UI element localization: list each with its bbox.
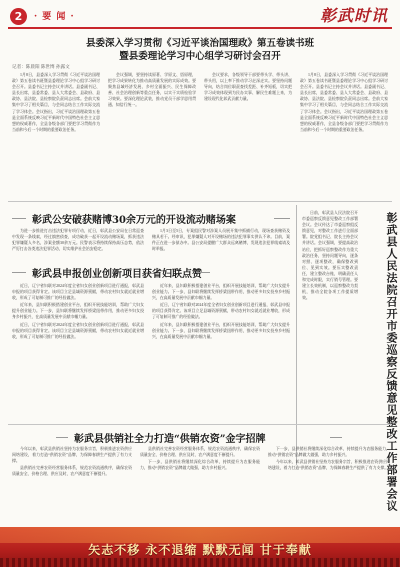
page-number: 2 <box>10 8 27 25</box>
section-divider <box>8 201 392 202</box>
cooperative-column-1: 今年以来，彰武县供销社坚持为农服务宗旨，积极推进农资供应网络建设，着力打造“供销农资”品牌，为保障春耕生产提供了有力支撑。 县供销社完善农资经营服务体系，规范农资流通秩序，确保农资质量安全、价格合理、供应及时，农户满意度不断提升。 <box>12 447 132 477</box>
court-column: 日前，彰武县人民法院召开市委巡察反馈意见整改工作部署会议。会议传达了市委巡察组反馈意见，对整改工作进行全面部署。院党组书记、院长主持会议并讲话。会议强调，要提高政治站位，把抓好巡察整改作为重大政治任务，坚持问题导向，逐条对照、逐项整改，确保整改到位、见到实效。要压实整改责任，建立整改台账，明确责任人和完成时限，实行销号管理。要建立长效机制，以巡察整改为契机，推动全院各项工作提质增效。 <box>302 211 358 301</box>
lead-byline: 记者：陈晨阳 陈世博 孙露文 <box>12 64 70 69</box>
sidebar-divider <box>296 205 297 465</box>
slogan-banner <box>0 527 400 567</box>
section-name: · 要 闻 · <box>34 12 75 22</box>
section-divider <box>8 424 392 425</box>
gambling-column-2: 1月3日至5日，专案组民警对涉案人员展开集中抓捕行动，现场查获赌资及赌具若干。经审讯，犯罪嫌疑人对开设赌场的违法犯罪事实供认不讳。目前，案件正在进一步侦办中。县公安局提醒广大群众远离赌博，发现违法犯罪线索请及时举报。 <box>152 229 290 252</box>
lead-column-3: 会议要求，各级领导干部要带头学、带头讲、带头用，以上率下推动学习走深走实。要坚持问题导向，结合岗位职责查找差距、补齐短板，切实把学习成效体现到为民办实事、解民生难题上来，为建设现代化彰武贡献力量。 <box>204 73 292 102</box>
cooperative-column-3: 下一步，县供销社将继续深化综合改革，持续提升为农服务能力，推动“供销农资”品牌做大做强，助力乡村振兴。 今年以来，彰武县供销社坚持为农服务宗旨，积极推进农资供应网络建设，着力打造“供销农资”品牌，为保障春耕生产提供了有力支撑。 <box>268 447 390 471</box>
women-column-1: 近日，辽宁省妇联对2024年度全省妇女创业创新项目进行通报，彰武县申报的项目获得肯定。该项目立足县域资源禀赋，带动农村妇女就近就业增收，形成了可复制可推广的经验做法。 近年来，县妇联积极搭建创业平台，组织开展技能培训，帮助广大妇女提升创业能力。下一步，县妇联将继续发挥桥梁纽带作用，推动更多妇女投身乡村振兴，在高质量发展中贡献巾帼力量。 近日，辽宁省妇联对2024年度全省妇女创业创新项目进行通报，彰武县申报的项目获得肯定。该项目立足县域资源禀赋，带动农村妇女就近就业增收，形成了可复制可推广的经验做法。 <box>12 284 144 339</box>
cooperative-column-2: 县供销社完善农资经营服务体系，规范农资流通秩序，确保农资质量安全、价格合理、供应及时，农户满意度不断提升。 下一步，县供销社将继续深化综合改革，持续提升为农服务能力，推动“供销农资”品牌做大做强，助力乡村振兴。 <box>140 447 260 471</box>
women-column-2: 近年来，县妇联积极搭建创业平台，组织开展技能培训，帮助广大妇女提升创业能力。下一步，县妇联将继续发挥桥梁纽带作用，推动更多妇女投身乡村振兴，在高质量发展中贡献巾帼力量。 近日，辽宁省妇联对2024年度全省妇女创业创新项目进行通报，彰武县申报的项目获得肯定。该项目立足县域资源禀赋，带动农村妇女就近就业增收，形成了可复制可推广的经验做法。 近年来，县妇联积极搭建创业平台，组织开展技能培训，帮助广大妇女提升创业能力。下一步，县妇联将继续发挥桥梁纽带作用，推动更多妇女投身乡村振兴，在高质量发展中贡献巾帼力量。 <box>152 284 290 339</box>
story-headline-cooperative: 彰武县供销社全力打造“供销农资”金字招牌 <box>74 434 266 445</box>
lead-headline-line1: 县委深入学习贯彻《习近平谈治国理政》第五卷读书班 <box>85 38 314 49</box>
lead-column-4: 1月8日，县委深入学习贯彻《习近平谈治国理政》第五卷读书班暨县委理论学习中心组学习研讨会召开。县委书记主持会议并讲话。县委副书记、县长出席，县委常委、县人大常委会、县政府、县政协、县法院、县检察院负责同志出席。会前大家集中学习了相关篇目，与会同志结合工作实际交流了学习体会。会议指出，习近平谈治国理政第五卷是全面系统反映习近平新时代中国特色社会主义思想的权威著作，全县各级各部门要把学习贯彻作为当前和今后一个时期的重要政治任务。 <box>300 73 388 132</box>
headline-bar-left <box>12 272 26 273</box>
newspaper-name: 彰武时讯 <box>319 6 388 25</box>
story-headline-women: 彰武县申报创业创新项目获省妇联点赞 <box>32 269 202 280</box>
headline-bar-right <box>196 272 210 273</box>
gambling-column-1: 为进一步推进打击违法犯罪专项行动，近日，彰武县公安局在日常巡查中发现一条线索，经过缜密侦查，成功破获一起开设流动赌场案，抓获违法犯罪嫌疑人多名，涉案金额30余万元。民警表示将持续保持高压态势，依法严厉打击各类违法犯罪活动，切实维护社会治安稳定。 <box>12 229 144 252</box>
lead-column-2: 会议强调，要坚持读原著、学原文、悟原理，把学习成果转化为推动高质量发展的实际成效。要聚焦县域经济发展、乡村全面振兴、民生保障改善、社会治理创新等重点任务，以实干实绩检验学习效果。要深化理论武装，推动党员干部学思用贯通、知信行统一。 <box>108 73 196 108</box>
lead-column-1: 1月8日，县委深入学习贯彻《习近平谈治国理政》第五卷读书班暨县委理论学习中心组学习研讨会召开。县委书记主持会议并讲话。县委副书记、县长出席，县委常委、县人大常委会、县政府、县政协、县法院、县检察院负责同志出席。会前大家集中学习了相关篇目，与会同志结合工作实际交流了学习体会。会议指出，习近平谈治国理政第五卷是全面系统反映习近平新时代中国特色社会主义思想的权威著作，全县各级各部门要把学习贯彻作为当前和今后一个时期的重要政治任务。 <box>12 73 100 132</box>
headline-bar-right <box>330 437 342 438</box>
lead-headline-line2: 暨县委理论学习中心组学习研讨会召开 <box>119 51 281 62</box>
banner-slogan: 矢志不移 永不退缩 默默无闻 甘于奉献 <box>88 543 312 557</box>
court-vertical-headline: 彰武县人民法院召开市委巡察反馈意见整改工作部署会议 <box>385 212 398 512</box>
headline-bar-right <box>274 218 290 219</box>
masthead-rule <box>8 27 392 29</box>
banner-crowd-illustration <box>0 558 400 567</box>
headline-bar-left <box>56 437 68 438</box>
story-headline-gambling: 彰武公安破获赌博30余万元的开设流动赌场案 <box>32 215 236 226</box>
headline-bar-left <box>12 218 26 219</box>
masthead <box>0 0 400 30</box>
